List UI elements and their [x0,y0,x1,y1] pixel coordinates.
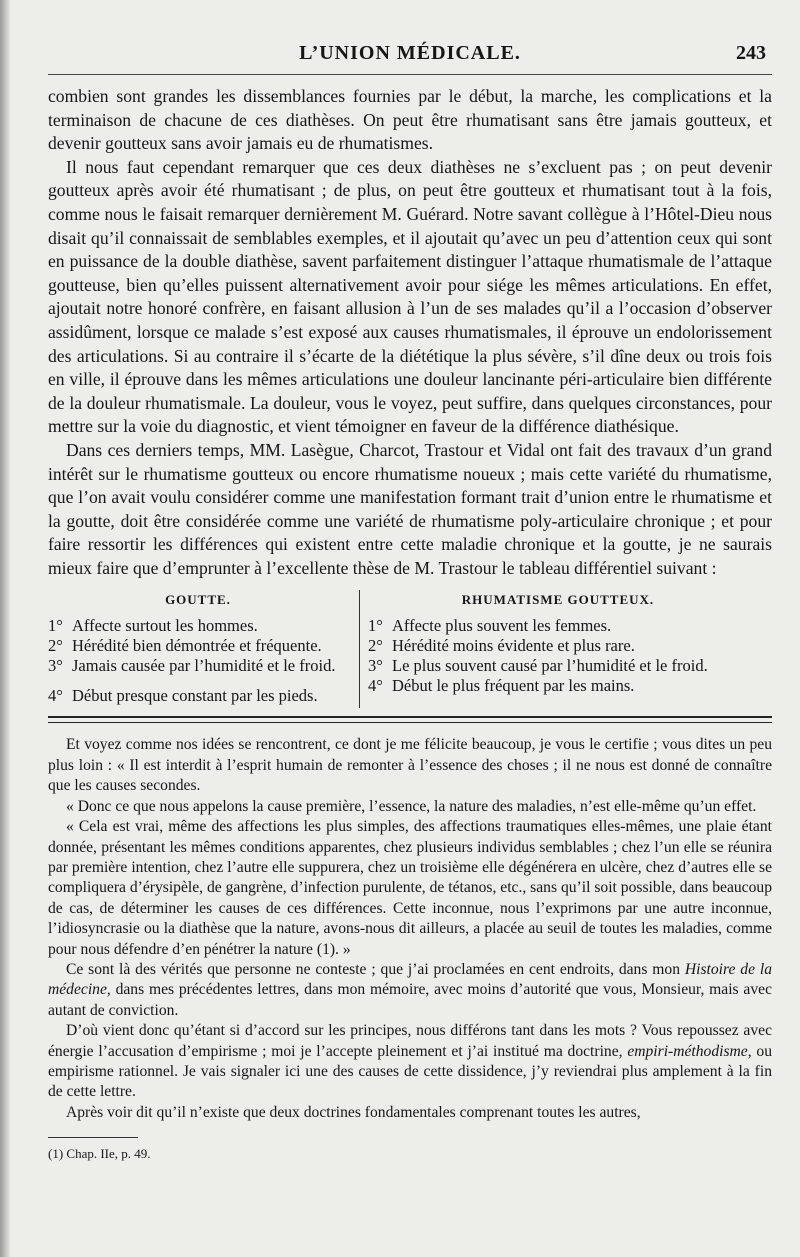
row-text: Début le plus fréquent par les mains. [392,676,635,696]
paragraph-8 [48,1021,772,1103]
book-title: Histoire de la médecine [48,960,772,999]
header-rule [48,74,772,75]
text-run: D’où vient donc qu’étant si d’accord sur les principes, nous différons tant dans les mots ? Vous repoussez avec énergie l’accusation d’empirisme ; moi je l’accepte pleinement et j’ai institué ma doctrine, [48,1022,772,1060]
paragraph-5: « Donc ce que nous appelons la cause première, l’essence, la nature des maladies, n’est elle-même qu’un effet. [66,797,757,815]
page-spine-shadow [0,0,10,1257]
row-number: 2° [368,636,383,656]
table-row [48,616,348,636]
row-text: Début presque constant par les pieds. [72,686,318,706]
row-text: Affecte plus souvent les femmes. [392,616,612,636]
row-number: 4° [368,676,383,696]
paragraph-4: Et voyez comme nos idées se rencontrent, ce dont je me félicite beaucoup, je vous le certifie ; vous dites un peu plus loin : « Il est interdit à l’esprit humain de remonter à l’essence des choses ; il ne nous est donné de connaître que les causes secondes. [48,736,772,795]
text-run: , dans mes précédentes lettres, dans mon mémoire, avec moins d’autorité que vous, Monsieur, mais avec autant de conviction. [48,981,772,1019]
paragraph-9: Après voir dit qu’il n’existe que deux doctrines fondamentales comprenant toutes les autres, [66,1103,641,1121]
gout-column [48,590,348,706]
doctrine-name: empiri-méthodisme [627,1042,748,1060]
row-number: 1° [48,616,63,636]
row-number: 3° [48,656,63,676]
row-text: Affecte surtout les hommes. [72,616,258,636]
row-number: 1° [368,616,383,636]
row-text: Hérédité moins évidente et plus rare. [392,636,635,656]
row-number: 3° [368,656,383,676]
gout-column-heading: GOUTTE. [165,592,231,608]
table-row [368,616,748,636]
paragraph-3: Dans ces derniers temps, MM. Lasègue, Charcot, Trastour et Vidal ont fait des travaux d’un grand intérêt sur le rhumatisme goutteux ou encore rhumatisme noueux ; mais cette variété du rhumatisme, que l’on avait voulu considérer comme une manifestation formant trait d’union entre le rhumatisme et la goutte, doit être considérée comme une variété de rhumatisme poly-articulaire chronique ; et pour faire ressortir les différences qui existent entre cette maladie chronique et la goutte, je ne saurais mieux faire que d’emprunter à l’excellente thèse de M. Trastour le tableau différentiel suivant : [48,439,772,578]
rheumatism-column [368,590,748,696]
section-double-rule [48,716,772,723]
footnote-rule [48,1137,138,1138]
paragraph-7 [48,960,772,1021]
row-text: Le plus souvent causé par l’humidité et le froid. [392,656,708,676]
text-run: , ou empirisme rationnel. Je vais signaler ici une des causes de cette dissidence, j’y reviendrai plus amplement à la fin de cette lettre. [48,1042,772,1101]
differential-table [48,590,772,710]
row-text: Hérédité bien démontrée et fréquente. [72,636,322,656]
paragraph-2: Il nous faut cependant remarquer que ces deux diathèses ne s’excluent pas ; on peut devenir goutteux après avoir été rhumatisant ; de plus, on peut être goutteux et rhumatisant tout à la fois, comme nous le faisait remarquer dernièrement M. Guérard. Notre savant collègue à l’Hôtel-Dieu nous disait qu’il connaissait de semblables exemples, et il ajoutait qu’avec un peu d’attention ceux qui sont en puissance de la double diathèse, savent parfaitement distinguer l’attaque rhumatismale de l’attaque goutteuse, bien qu’elles puissent alternativement avoir pour siége les mêmes articulations. En effet, ajoutait notre honoré confrère, en faisant allusion à l’un de ses malades qu’il a l’occasion d’observer assidûment, lorsque ce malade s’est exposé aux causes rhumatismales, il éprouve un endolorissement des articulations. Si au contraire il s’écarte de la diététique la plus sévère, s’il dîne deux ou trois fois en ville, il éprouve dans les mêmes articulations une douleur lancinante péri-articulaire bien différente de la douleur rhumatismale. La douleur, vous le voyez, peut suffire, dans quelques circonstances, pour mettre sur la voie du diagnostic, et vient témoigner en faveur de la différence diathésique. [48,156,772,437]
main-text [48,85,772,580]
column-divider [359,590,360,708]
table-row [368,656,748,676]
running-title: L’UNION MÉDICALE. [299,42,521,64]
lower-text [48,735,772,1123]
paragraph-6: « Cela est vrai, même des affections les plus simples, des affections traumatiques elles-mêmes, une plaie étant donnée, présentant les mêmes conditions apparentes, chez plusieurs individus semblables ; chez l’un elle se réunira par première intention, chez l’autre elle suppurera, chez un troisième elle dégénérera en ulcère, chez d’autres elle se compliquera d’érysipèle, de gangrène, d’infection purulente, de tétanos, etc., sans qu’il soit possible, dans beaucoup de cas, de déterminer les causes de ces différences. Cette inconnue, nous l’exprimons par une autre inconnue, l’idiosyncrasie ou la diathèse que la nature, avons-nous dit ailleurs, a placée au seuil de toutes les maladies, comme pour nous défendre d’en pénétrer la nature (1). » [48,818,772,958]
table-row [48,656,348,676]
row-number: 2° [48,636,63,656]
table-row [48,636,348,656]
page-number: 243 [736,42,766,64]
paragraph-1: combien sont grandes les dissemblances fournies par le début, la marche, les complications et la terminaison de chacune de ces diathèses. On peut être rhumatisant sans être jamais goutteux, et devenir goutteux sans avoir jamais eu de rhumatismes. [48,86,772,154]
table-row [48,686,348,706]
text-run: Ce sont là des vérités que personne ne conteste ; que j’ai proclamées en cent endroits, dans mon [66,960,685,978]
rheumatism-column-heading: RHUMATISME GOUTTEUX. [461,592,655,608]
table-row [368,636,748,656]
page-header [48,40,772,72]
row-text: Jamais causée par l’humidité et le froid. [72,656,336,676]
table-row [368,676,748,696]
row-number: 4° [48,686,63,706]
footnote: (1) Chap. IIe, p. 49. [48,1146,151,1162]
